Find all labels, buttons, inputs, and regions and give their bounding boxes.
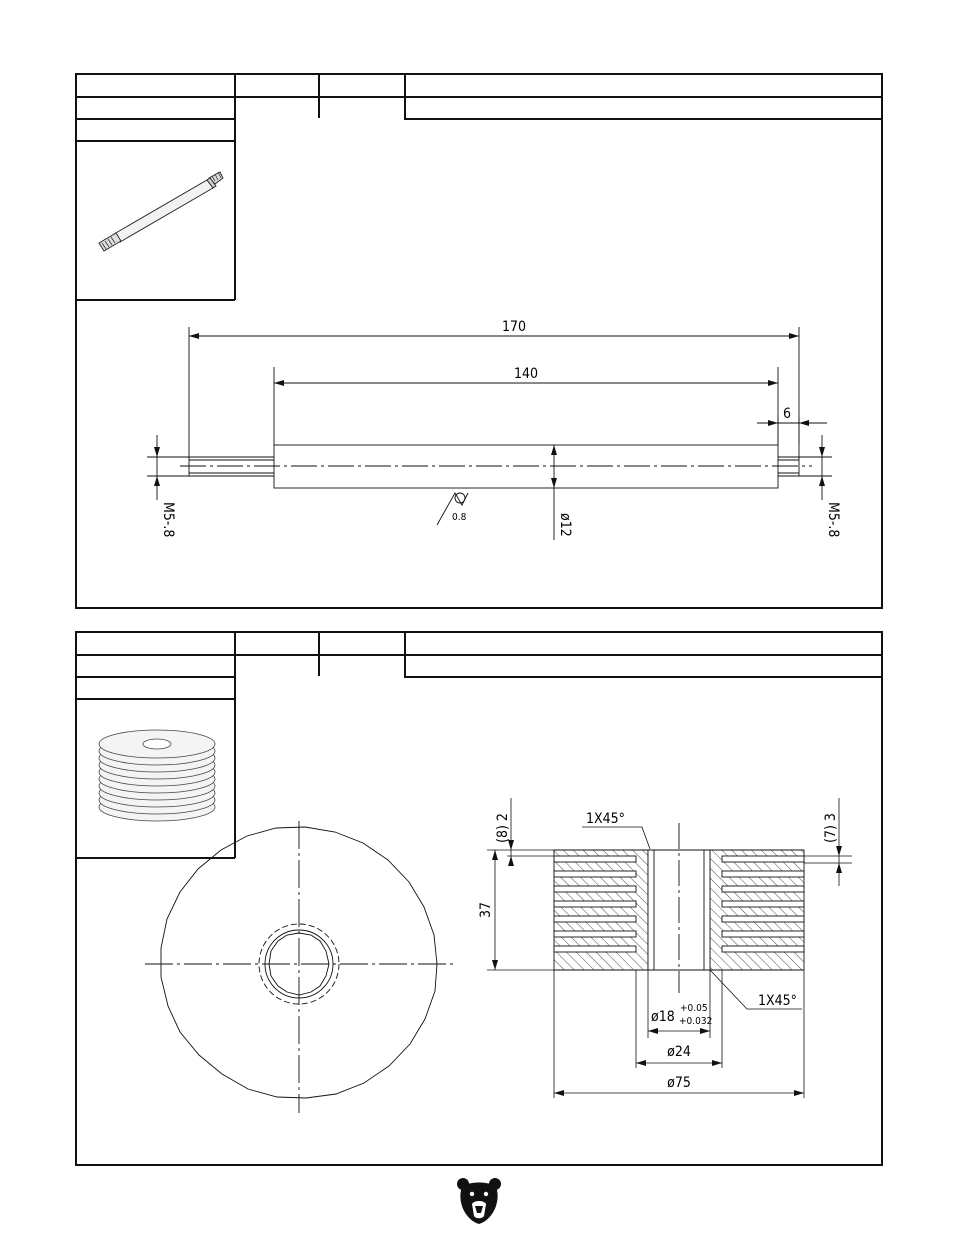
bore-tolerance-lower: +0.032 xyxy=(679,1016,713,1027)
pulley-section-view xyxy=(457,783,881,1123)
dim-top-left: (8) 2 xyxy=(495,813,511,843)
thread-callout-left: M5-.8 xyxy=(160,502,176,538)
shaft-orthographic-drawing xyxy=(77,305,881,605)
surface-roughness-value: 0.8 xyxy=(452,512,467,523)
dim-diameter: ø12 xyxy=(557,513,573,537)
thumb-right-edge xyxy=(234,118,236,300)
bore-tolerance-upper: +0.05 xyxy=(680,1003,708,1014)
title-col-3 xyxy=(404,75,406,118)
drawing-sheet-pulley xyxy=(75,631,883,1166)
title-divider-2 xyxy=(77,118,234,120)
drawing-sheet-shaft xyxy=(75,73,883,609)
dim-height: 37 xyxy=(478,901,494,919)
title-divider-1 xyxy=(77,654,881,656)
title-col-2 xyxy=(318,75,320,118)
title-divider-3 xyxy=(404,676,881,678)
dim-overall-length: 170 xyxy=(501,319,527,335)
pulley-front-view xyxy=(137,813,467,1143)
title-col-2 xyxy=(318,633,320,676)
title-divider-3 xyxy=(404,118,881,120)
dim-outer-diameter: ø75 xyxy=(667,1075,691,1091)
thumb-bottom-edge xyxy=(77,299,235,301)
title-divider-2 xyxy=(77,676,234,678)
dim-top-right: (7) 3 xyxy=(823,813,839,843)
chamfer-callout-top: 1X45° xyxy=(586,811,625,827)
dim-bore-diameter: ø18 xyxy=(651,1009,675,1025)
title-col-3 xyxy=(404,633,406,676)
bear-head-icon xyxy=(456,1176,502,1226)
title-divider-1 xyxy=(77,96,881,98)
thread-callout-right: M5-.8 xyxy=(825,502,841,538)
shaft-body xyxy=(274,445,778,488)
dim-thread-length: 6 xyxy=(782,406,792,422)
title-col-1 xyxy=(234,633,236,676)
title-col-1 xyxy=(234,75,236,118)
dim-body-length: 140 xyxy=(513,366,539,382)
dim-hub-diameter: ø24 xyxy=(667,1044,691,1060)
shaft-isometric-image xyxy=(77,142,233,298)
chamfer-callout-bottom: 1X45° xyxy=(758,993,797,1009)
